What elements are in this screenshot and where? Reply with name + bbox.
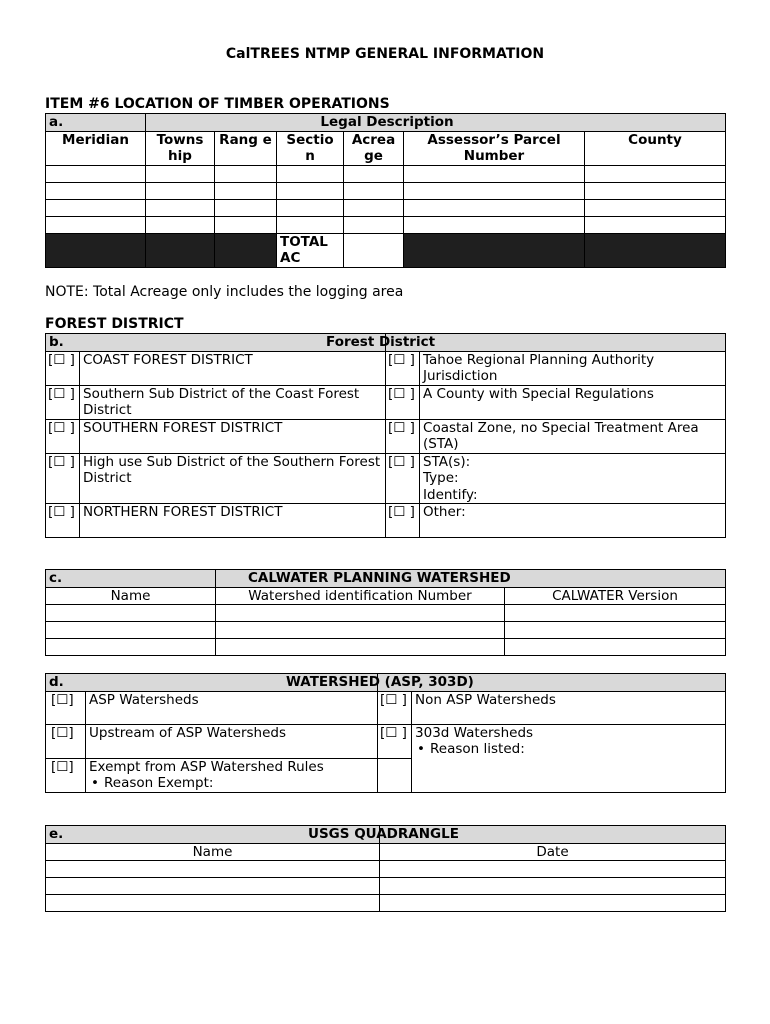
forest-district-title: Forest District xyxy=(326,334,436,350)
cell[interactable] xyxy=(404,199,585,216)
shaded-cell xyxy=(215,233,277,267)
calwater-title-cell xyxy=(216,570,726,588)
sta-type-label: Type: xyxy=(423,470,459,486)
checkbox-county-special[interactable]: [☐ ] xyxy=(386,385,420,419)
table-row xyxy=(46,605,726,622)
shaded-cell xyxy=(404,233,585,267)
calwater-table xyxy=(45,569,726,656)
col-meridian: Meridian xyxy=(46,131,146,165)
cell[interactable] xyxy=(146,199,215,216)
option-coastal-zone: Coastal Zone, no Special Treatment Area (STA) xyxy=(420,419,726,453)
col-name: Name xyxy=(46,587,216,605)
section-letter-d: d. xyxy=(46,674,378,692)
col-quad-date: Date xyxy=(380,843,726,861)
watershed-title: WATERSHED (ASP, 303D) xyxy=(286,674,474,690)
table-row xyxy=(46,216,726,233)
cell[interactable] xyxy=(585,216,726,233)
option-upstream: Upstream of ASP Watersheds xyxy=(86,724,378,758)
forest-district-heading: FOREST DISTRICT xyxy=(45,316,184,332)
cell[interactable] xyxy=(215,165,277,182)
cell[interactable] xyxy=(46,878,380,895)
cell[interactable] xyxy=(404,216,585,233)
section-letter-a: a. xyxy=(46,114,146,132)
option-trpa: Tahoe Regional Planning Authority Jurisdiction xyxy=(420,351,726,385)
col-quad-name: Name xyxy=(46,843,380,861)
col-township: Towns hip xyxy=(146,131,215,165)
option-sta xyxy=(420,453,726,504)
checkbox-coastal-zone[interactable]: [☐ ] xyxy=(386,419,420,453)
cell[interactable] xyxy=(344,216,404,233)
cell[interactable] xyxy=(404,165,585,182)
cell[interactable] xyxy=(46,605,216,622)
forest-district-table xyxy=(45,333,726,538)
checkbox-trpa[interactable]: [☐ ] xyxy=(386,351,420,385)
cell[interactable] xyxy=(277,216,344,233)
option-southern-sub-coast: Southern Sub District of the Coast Forest District xyxy=(80,385,386,419)
legal-description-table xyxy=(45,113,726,268)
total-acreage-input[interactable] xyxy=(344,233,404,267)
col-county: County xyxy=(585,131,726,165)
cell[interactable] xyxy=(215,182,277,199)
option-southern: SOUTHERN FOREST DISTRICT xyxy=(80,419,386,453)
option-asp: ASP Watersheds xyxy=(86,691,378,724)
cell[interactable] xyxy=(216,605,505,622)
checkbox-asp[interactable]: [☐] xyxy=(46,691,86,724)
checkbox-303d[interactable]: [☐ ] xyxy=(378,724,412,758)
usgs-table xyxy=(45,825,726,912)
option-303d xyxy=(412,724,726,792)
reason-listed-label: • Reason listed: xyxy=(430,741,722,758)
checkbox-southern[interactable]: [☐ ] xyxy=(46,419,80,453)
sta-label: STA(s): xyxy=(423,453,471,470)
cell[interactable] xyxy=(146,216,215,233)
cell[interactable] xyxy=(585,182,726,199)
cell[interactable] xyxy=(344,199,404,216)
reason-exempt-label: • Reason Exempt: xyxy=(104,775,374,792)
cell[interactable] xyxy=(505,622,726,639)
page-title: CalTREES NTMP GENERAL INFORMATION xyxy=(225,46,545,62)
checkbox-non-asp[interactable]: [☐ ] xyxy=(378,691,412,724)
col-parcel-number: Assessor’s Parcel Number xyxy=(404,131,585,165)
total-row xyxy=(46,233,726,267)
cell[interactable] xyxy=(277,182,344,199)
cell[interactable] xyxy=(380,861,726,878)
sta-identify-label: Identify: xyxy=(423,486,478,503)
item6-heading: ITEM #6 LOCATION OF TIMBER OPERATIONS xyxy=(45,96,390,112)
cell[interactable] xyxy=(46,216,146,233)
cell[interactable] xyxy=(216,639,505,656)
cell[interactable] xyxy=(46,199,146,216)
legal-description-title: Legal Description xyxy=(146,114,726,132)
cell[interactable] xyxy=(215,216,277,233)
cell[interactable] xyxy=(46,895,380,912)
table-row xyxy=(46,622,726,639)
cell[interactable] xyxy=(380,895,726,912)
cell[interactable] xyxy=(344,182,404,199)
option-coast: COAST FOREST DISTRICT xyxy=(80,351,386,385)
cell[interactable] xyxy=(585,199,726,216)
shaded-cell xyxy=(46,233,146,267)
option-high-use: High use Sub District of the Southern Forest District xyxy=(80,453,386,504)
checkbox-coast[interactable]: [☐ ] xyxy=(46,351,80,385)
usgs-title: USGS QUADRANGLE xyxy=(308,826,459,842)
table-row xyxy=(46,861,726,878)
checkbox-northern[interactable]: [☐ ] xyxy=(46,504,80,538)
option-303d-label: 303d Watersheds xyxy=(415,724,534,741)
shaded-cell xyxy=(585,233,726,267)
checkbox-high-use[interactable]: [☐ ] xyxy=(46,453,80,504)
total-acreage-label: TOTAL AC xyxy=(277,233,344,267)
cell[interactable] xyxy=(216,622,505,639)
empty-cell xyxy=(378,758,412,792)
cell[interactable] xyxy=(277,199,344,216)
option-county-special: A County with Special Regulations xyxy=(420,385,726,419)
cell[interactable] xyxy=(344,165,404,182)
cell[interactable] xyxy=(505,639,726,656)
table-row xyxy=(46,895,726,912)
cell[interactable] xyxy=(46,639,216,656)
calwater-title: CALWATER PLANNING WATERSHED xyxy=(248,570,511,586)
col-acreage: Acrea ge xyxy=(344,131,404,165)
usgs-title-cell xyxy=(308,826,726,844)
checkbox-sta[interactable]: [☐ ] xyxy=(386,453,420,504)
table-row xyxy=(46,182,726,199)
table-row xyxy=(46,639,726,656)
section-letter-b: b. xyxy=(46,334,386,352)
cell[interactable] xyxy=(215,199,277,216)
forest-district-title-cell xyxy=(326,334,726,352)
col-section: Sectio n xyxy=(277,131,344,165)
cell[interactable] xyxy=(277,165,344,182)
cell[interactable] xyxy=(380,878,726,895)
option-northern: NORTHERN FOREST DISTRICT xyxy=(80,504,386,538)
cell[interactable] xyxy=(46,165,146,182)
table-row xyxy=(46,878,726,895)
checkbox-other[interactable]: [☐ ] xyxy=(386,504,420,538)
section-letter-e: e. xyxy=(46,826,380,844)
col-watershed-id: Watershed identification Number xyxy=(216,587,505,605)
table-row xyxy=(46,165,726,182)
section-letter-c: c. xyxy=(46,570,216,588)
cell[interactable] xyxy=(146,165,215,182)
col-calwater-version: CALWATER Version xyxy=(505,587,726,605)
acreage-note: NOTE: Total Acreage only includes the logging area xyxy=(45,284,404,300)
option-exempt xyxy=(86,758,378,792)
cell[interactable] xyxy=(585,165,726,182)
watershed-table xyxy=(45,673,726,793)
option-non-asp: Non ASP Watersheds xyxy=(412,691,726,724)
shaded-cell xyxy=(146,233,215,267)
option-exempt-label: Exempt from ASP Watershed Rules xyxy=(89,758,324,775)
cell[interactable] xyxy=(404,182,585,199)
checkbox-southern-sub-coast[interactable]: [☐ ] xyxy=(46,385,80,419)
option-other: Other: xyxy=(420,504,726,538)
cell[interactable] xyxy=(46,182,146,199)
cell[interactable] xyxy=(46,861,380,878)
cell[interactable] xyxy=(505,605,726,622)
watershed-title-cell xyxy=(286,674,726,692)
checkbox-upstream[interactable]: [☐] xyxy=(46,724,86,758)
cell[interactable] xyxy=(46,622,216,639)
col-range: Rang e xyxy=(215,131,277,165)
checkbox-exempt[interactable]: [☐] xyxy=(46,758,86,792)
table-row xyxy=(46,199,726,216)
cell[interactable] xyxy=(146,182,215,199)
